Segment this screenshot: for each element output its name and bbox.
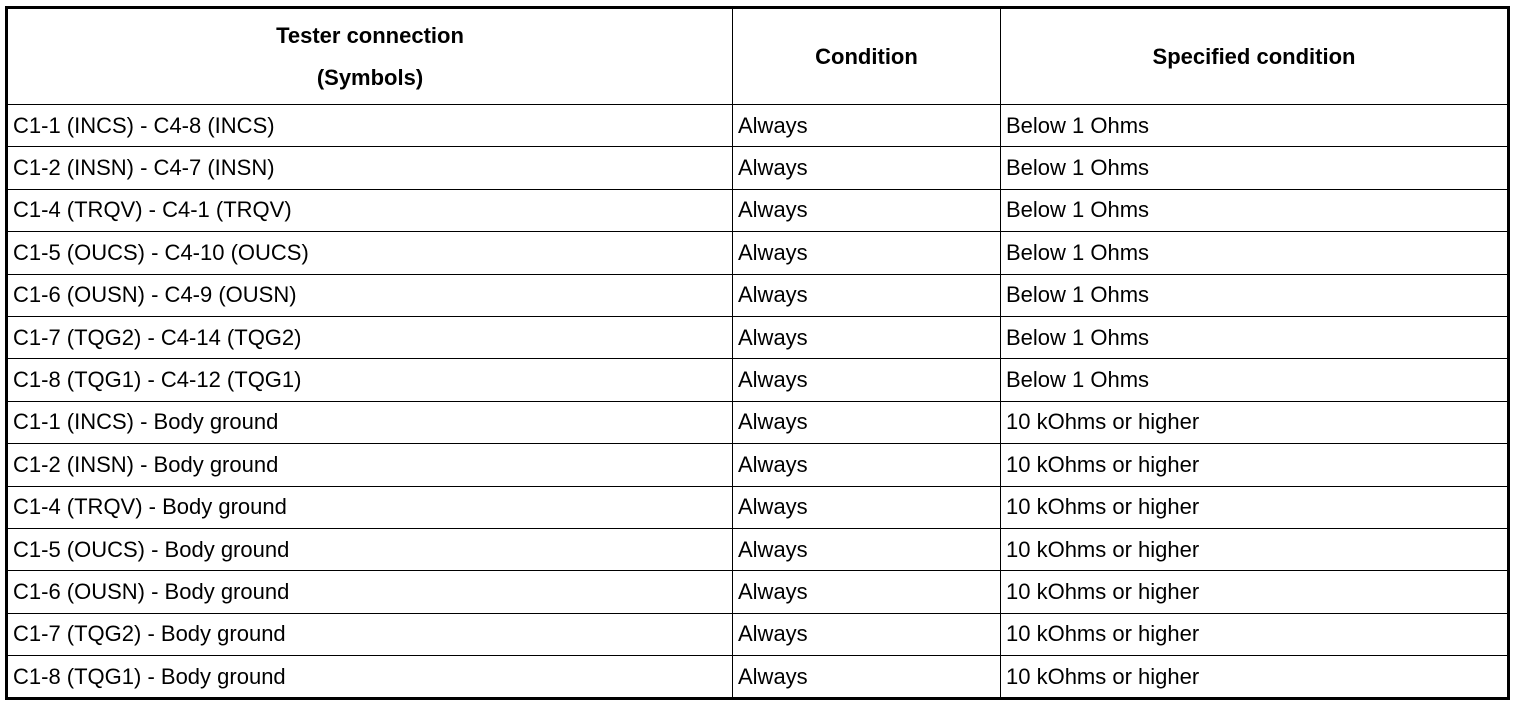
header-tester-connection <box>7 8 733 105</box>
cell-tester-connection: C1-7 (TQG2) - C4-14 (TQG2) <box>7 316 733 358</box>
cell-condition: Always <box>733 274 1001 316</box>
table-row <box>7 274 1509 316</box>
cell-condition: Always <box>733 316 1001 358</box>
cell-tester-connection: C1-1 (INCS) - C4-8 (INCS) <box>7 105 733 147</box>
cell-specified-condition: 10 kOhms or higher <box>1001 486 1509 528</box>
cell-specified-condition: Below 1 Ohms <box>1001 316 1509 358</box>
cell-tester-connection: C1-5 (OUCS) - Body ground <box>7 528 733 570</box>
header-tester-connection-line2: (Symbols) <box>316 64 424 90</box>
cell-tester-connection: C1-2 (INSN) - Body ground <box>7 444 733 486</box>
cell-tester-connection: C1-8 (TQG1) - Body ground <box>7 656 733 699</box>
cell-specified-condition: Below 1 Ohms <box>1001 274 1509 316</box>
cell-condition: Always <box>733 571 1001 613</box>
table-row <box>7 105 1509 147</box>
cell-specified-condition: 10 kOhms or higher <box>1001 444 1509 486</box>
cell-condition: Always <box>733 232 1001 274</box>
table-row <box>7 232 1509 274</box>
cell-specified-condition: Below 1 Ohms <box>1001 232 1509 274</box>
table-row <box>7 401 1509 443</box>
table-row <box>7 528 1509 570</box>
cell-tester-connection: C1-8 (TQG1) - C4-12 (TQG1) <box>7 359 733 401</box>
table-header <box>7 8 1509 105</box>
header-row <box>7 8 1509 105</box>
table-row <box>7 571 1509 613</box>
cell-condition: Always <box>733 189 1001 231</box>
table-row <box>7 613 1509 655</box>
table-row <box>7 444 1509 486</box>
cell-condition: Always <box>733 613 1001 655</box>
cell-tester-connection: C1-5 (OUCS) - C4-10 (OUCS) <box>7 232 733 274</box>
table-body <box>7 105 1509 699</box>
cell-tester-connection: C1-2 (INSN) - C4-7 (INSN) <box>7 147 733 189</box>
table-row <box>7 189 1509 231</box>
cell-condition: Always <box>733 147 1001 189</box>
header-specified-condition: Specified condition <box>1001 8 1509 105</box>
header-tester-connection-line1: Tester connection <box>276 22 464 48</box>
cell-tester-connection: C1-6 (OUSN) - Body ground <box>7 571 733 613</box>
cell-specified-condition: 10 kOhms or higher <box>1001 571 1509 613</box>
table-row <box>7 486 1509 528</box>
cell-specified-condition: 10 kOhms or higher <box>1001 528 1509 570</box>
cell-specified-condition: Below 1 Ohms <box>1001 189 1509 231</box>
table-row <box>7 147 1509 189</box>
resistance-spec-table <box>5 6 1510 700</box>
cell-tester-connection: C1-7 (TQG2) - Body ground <box>7 613 733 655</box>
header-condition: Condition <box>733 8 1001 105</box>
cell-specified-condition: Below 1 Ohms <box>1001 359 1509 401</box>
cell-tester-connection: C1-6 (OUSN) - C4-9 (OUSN) <box>7 274 733 316</box>
cell-tester-connection: C1-4 (TRQV) - Body ground <box>7 486 733 528</box>
cell-specified-condition: Below 1 Ohms <box>1001 147 1509 189</box>
cell-specified-condition: Below 1 Ohms <box>1001 105 1509 147</box>
table-row <box>7 656 1509 699</box>
cell-tester-connection: C1-1 (INCS) - Body ground <box>7 401 733 443</box>
cell-condition: Always <box>733 528 1001 570</box>
cell-condition: Always <box>733 105 1001 147</box>
cell-condition: Always <box>733 401 1001 443</box>
cell-condition: Always <box>733 486 1001 528</box>
cell-specified-condition: 10 kOhms or higher <box>1001 613 1509 655</box>
table-row <box>7 359 1509 401</box>
cell-specified-condition: 10 kOhms or higher <box>1001 656 1509 699</box>
cell-condition: Always <box>733 656 1001 699</box>
cell-condition: Always <box>733 359 1001 401</box>
table-row <box>7 316 1509 358</box>
cell-specified-condition: 10 kOhms or higher <box>1001 401 1509 443</box>
cell-tester-connection: C1-4 (TRQV) - C4-1 (TRQV) <box>7 189 733 231</box>
cell-condition: Always <box>733 444 1001 486</box>
